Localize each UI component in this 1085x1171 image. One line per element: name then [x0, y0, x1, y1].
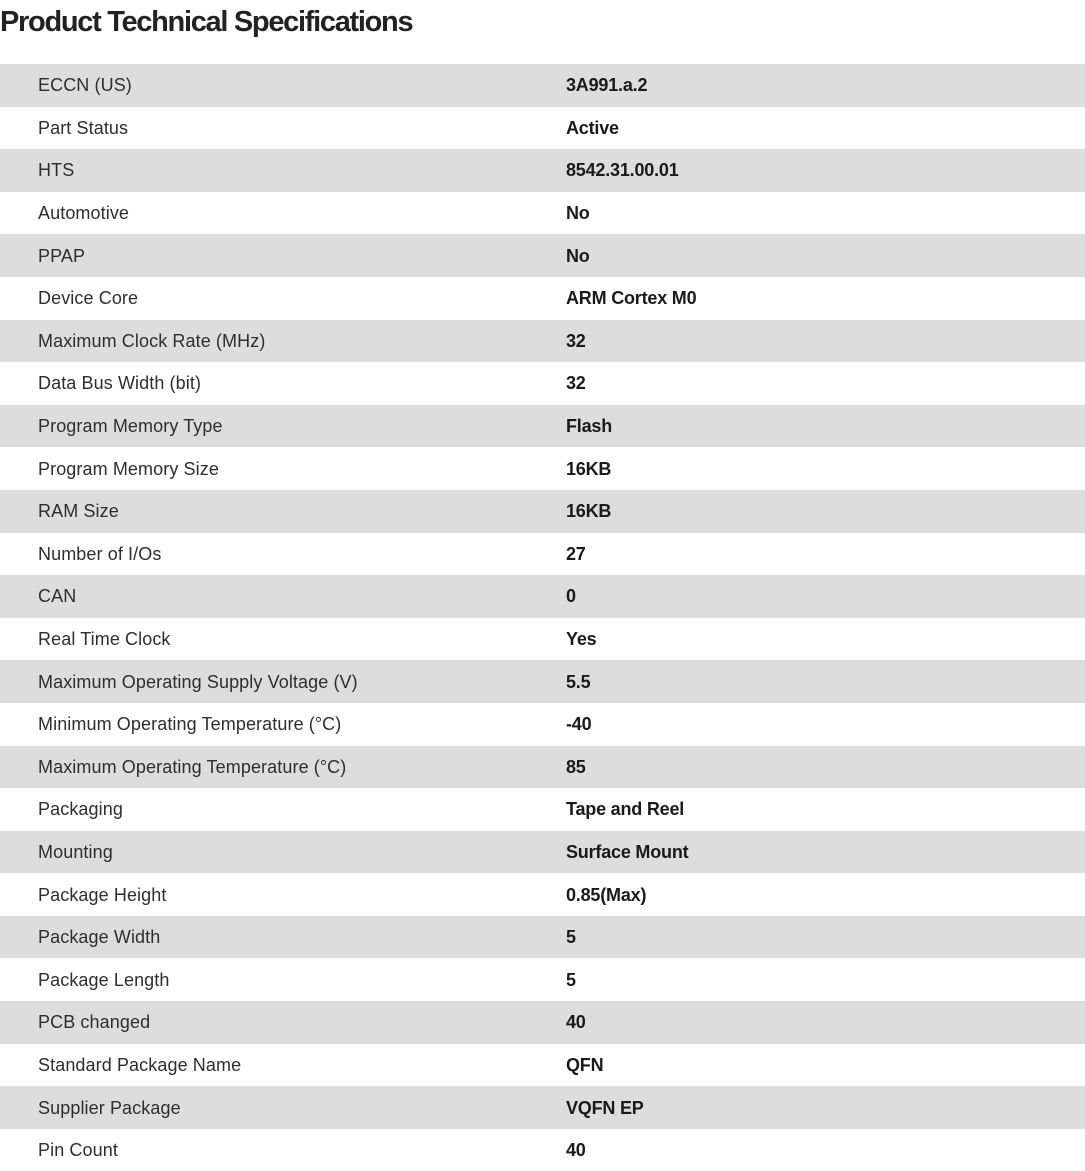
- spec-row: [0, 1044, 1085, 1087]
- spec-row: [0, 618, 1085, 661]
- spec-label: Number of I/Os: [0, 533, 566, 576]
- spec-label: Supplier Package: [0, 1086, 566, 1129]
- spec-label: Program Memory Type: [0, 405, 566, 448]
- spec-row: [0, 958, 1085, 1001]
- spec-label: Minimum Operating Temperature (°C): [0, 703, 566, 746]
- spec-row: [0, 192, 1085, 235]
- spec-value: 40: [566, 1129, 1085, 1171]
- spec-row: [0, 447, 1085, 490]
- spec-label: Data Bus Width (bit): [0, 362, 566, 405]
- spec-row: [0, 1001, 1085, 1044]
- spec-value: 32: [566, 362, 1085, 405]
- spec-row: [0, 916, 1085, 959]
- spec-label: Device Core: [0, 277, 566, 320]
- spec-value: 85: [566, 746, 1085, 789]
- spec-label: PCB changed: [0, 1001, 566, 1044]
- spec-label: Package Height: [0, 873, 566, 916]
- spec-label: Maximum Operating Temperature (°C): [0, 746, 566, 789]
- spec-value: Surface Mount: [566, 831, 1085, 874]
- spec-value: 5: [566, 958, 1085, 1001]
- spec-label: Program Memory Size: [0, 447, 566, 490]
- spec-row: [0, 277, 1085, 320]
- spec-label: ECCN (US): [0, 64, 566, 107]
- spec-row: [0, 660, 1085, 703]
- spec-label: Real Time Clock: [0, 618, 566, 661]
- spec-label: HTS: [0, 149, 566, 192]
- spec-label: Automotive: [0, 192, 566, 235]
- spec-row: [0, 362, 1085, 405]
- spec-value: 3A991.a.2: [566, 64, 1085, 107]
- spec-row: [0, 788, 1085, 831]
- spec-label: RAM Size: [0, 490, 566, 533]
- spec-value: 40: [566, 1001, 1085, 1044]
- spec-value: VQFN EP: [566, 1086, 1085, 1129]
- spec-row: [0, 234, 1085, 277]
- spec-value: QFN: [566, 1044, 1085, 1087]
- spec-value: 16KB: [566, 447, 1085, 490]
- spec-label: Packaging: [0, 788, 566, 831]
- spec-row: [0, 149, 1085, 192]
- spec-value: 16KB: [566, 490, 1085, 533]
- spec-row: [0, 64, 1085, 107]
- spec-label: Package Length: [0, 958, 566, 1001]
- spec-value: No: [566, 192, 1085, 235]
- spec-row: [0, 1086, 1085, 1129]
- spec-value: Flash: [566, 405, 1085, 448]
- spec-value: 32: [566, 320, 1085, 363]
- spec-row: [0, 873, 1085, 916]
- spec-value: 0: [566, 575, 1085, 618]
- spec-value: 8542.31.00.01: [566, 149, 1085, 192]
- spec-label: Mounting: [0, 831, 566, 874]
- spec-row: [0, 831, 1085, 874]
- spec-value: Yes: [566, 618, 1085, 661]
- spec-row: [0, 575, 1085, 618]
- spec-label: Standard Package Name: [0, 1044, 566, 1087]
- page-title: Product Technical Specifications: [0, 6, 413, 38]
- spec-row: [0, 746, 1085, 789]
- spec-row: [0, 320, 1085, 363]
- spec-table: [0, 64, 1085, 1171]
- spec-label: PPAP: [0, 234, 566, 277]
- spec-value: Tape and Reel: [566, 788, 1085, 831]
- spec-row: [0, 405, 1085, 448]
- spec-value: 5.5: [566, 660, 1085, 703]
- spec-value: No: [566, 234, 1085, 277]
- spec-label: CAN: [0, 575, 566, 618]
- spec-label: Part Status: [0, 107, 566, 150]
- spec-row: [0, 533, 1085, 576]
- spec-value: ARM Cortex M0: [566, 277, 1085, 320]
- spec-label: Pin Count: [0, 1129, 566, 1171]
- spec-table-body: [0, 64, 1085, 1171]
- spec-value: -40: [566, 703, 1085, 746]
- spec-value: 0.85(Max): [566, 873, 1085, 916]
- spec-value: 5: [566, 916, 1085, 959]
- spec-value: 27: [566, 533, 1085, 576]
- spec-label: Package Width: [0, 916, 566, 959]
- spec-row: [0, 490, 1085, 533]
- spec-row: [0, 107, 1085, 150]
- spec-row: [0, 703, 1085, 746]
- spec-label: Maximum Operating Supply Voltage (V): [0, 660, 566, 703]
- spec-value: Active: [566, 107, 1085, 150]
- spec-label: Maximum Clock Rate (MHz): [0, 320, 566, 363]
